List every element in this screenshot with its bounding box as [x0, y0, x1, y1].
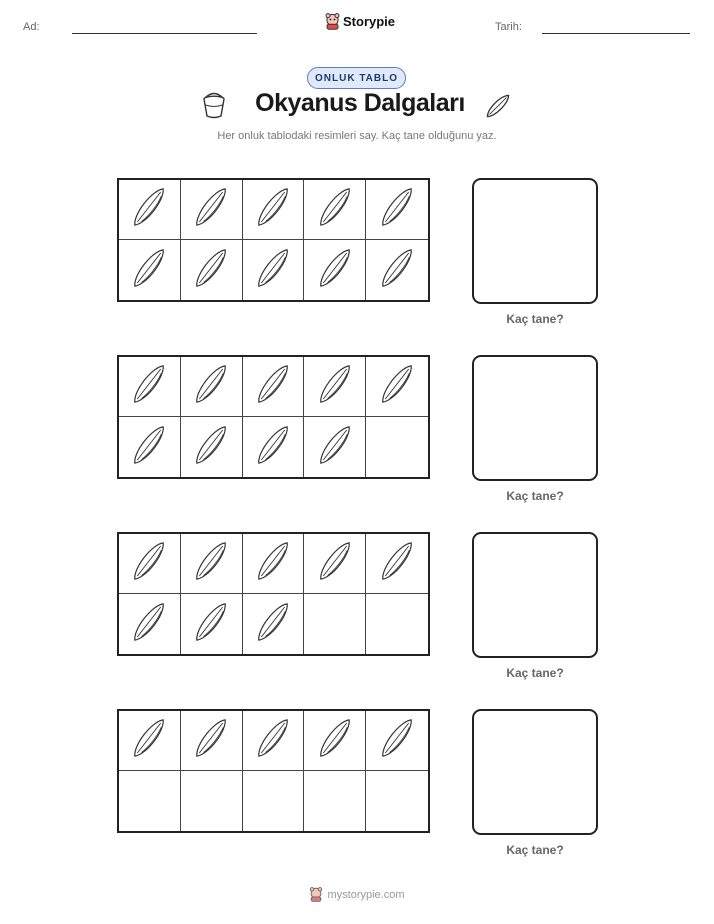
ten-frame-cell [243, 534, 305, 594]
surfboard-icon [376, 243, 418, 298]
surfboard-icon [376, 182, 418, 237]
page-title: Okyanus Dalgaları [255, 89, 465, 117]
bucket-icon [200, 92, 228, 120]
ten-frame-cell [304, 240, 366, 300]
footer-url[interactable]: mystorypie.com [327, 888, 405, 901]
surfboard-icon [376, 359, 418, 414]
ten-frame-cell [304, 771, 366, 831]
ten-frame-cell [366, 711, 428, 771]
answer-box[interactable] [472, 709, 598, 835]
ten-frame-cell [243, 180, 305, 240]
ten-frame-cell [119, 534, 181, 594]
ten-frame-cell [119, 240, 181, 300]
surfboard-icon [128, 536, 170, 591]
name-line[interactable] [72, 33, 257, 34]
answer-box[interactable] [472, 355, 598, 481]
date-line[interactable] [542, 33, 690, 34]
ten-frame-cell [243, 594, 305, 654]
ten-frame-cell [366, 594, 428, 654]
surfboard-icon [314, 713, 356, 768]
ten-frame-cell [366, 357, 428, 417]
surfboard-icon [252, 597, 294, 652]
answer-box[interactable] [472, 532, 598, 658]
ten-frame-cell [366, 180, 428, 240]
ten-frame-cell [119, 417, 181, 477]
ten-frame-cell [366, 240, 428, 300]
surfboard-icon [252, 713, 294, 768]
ten-frame-cell [119, 711, 181, 771]
surfboard-icon [190, 597, 232, 652]
surfboard-icon [252, 420, 294, 475]
surfboard-icon [482, 90, 514, 122]
name-label: Ad: [23, 21, 40, 33]
ten-frame [117, 709, 430, 833]
surfboard-icon [376, 536, 418, 591]
surfboard-icon [190, 359, 232, 414]
answer-box[interactable] [472, 178, 598, 304]
ten-frame-cell [304, 711, 366, 771]
ten-frame-cell [304, 534, 366, 594]
mascot-icon [309, 887, 323, 902]
surfboard-icon [128, 182, 170, 237]
surfboard-icon [314, 536, 356, 591]
ten-frame-cell [181, 180, 243, 240]
ten-frame-cell [119, 771, 181, 831]
ten-frame-cell [243, 357, 305, 417]
ten-frame-cell [181, 357, 243, 417]
ten-frame-cell [304, 417, 366, 477]
brand-name: Storypie [343, 14, 396, 29]
surfboard-icon [314, 182, 356, 237]
ten-frame-cell [366, 417, 428, 477]
ten-frame-cell [119, 357, 181, 417]
surfboard-icon [128, 420, 170, 475]
ten-frame-cell [181, 240, 243, 300]
ten-frame-cell [243, 417, 305, 477]
ten-frame [117, 355, 430, 479]
ten-frame-cell [243, 240, 305, 300]
surfboard-icon [128, 597, 170, 652]
surfboard-icon [376, 713, 418, 768]
brand-logo [325, 13, 395, 30]
mascot-icon [325, 13, 340, 30]
ten-frame-cell [243, 771, 305, 831]
surfboard-icon [128, 359, 170, 414]
ten-frame-cell [181, 534, 243, 594]
surfboard-icon [314, 359, 356, 414]
surfboard-icon [252, 359, 294, 414]
ten-frame-cell [366, 534, 428, 594]
surfboard-icon [252, 182, 294, 237]
surfboard-icon [190, 536, 232, 591]
ten-frame-cell [366, 771, 428, 831]
answer-prompt: Kaç tane? [506, 312, 564, 326]
ten-frame-cell [181, 771, 243, 831]
footer [0, 887, 714, 902]
ten-frame-cell [119, 180, 181, 240]
surfboard-icon [252, 243, 294, 298]
answer-prompt: Kaç tane? [506, 666, 564, 680]
ten-frame-cell [304, 357, 366, 417]
category-badge: ONLUK TABLO [307, 67, 406, 89]
surfboard-icon [190, 243, 232, 298]
surfboard-icon [128, 243, 170, 298]
ten-frame-cell [181, 711, 243, 771]
date-label: Tarih: [495, 21, 522, 33]
surfboard-icon [314, 243, 356, 298]
surfboard-icon [190, 420, 232, 475]
ten-frame-cell [119, 594, 181, 654]
ten-frame-cell [243, 711, 305, 771]
answer-prompt: Kaç tane? [506, 843, 564, 857]
ten-frame [117, 178, 430, 302]
ten-frame-cell [181, 594, 243, 654]
ten-frame-cell [304, 594, 366, 654]
surfboard-icon [252, 536, 294, 591]
surfboard-icon [314, 420, 356, 475]
ten-frame-cell [304, 180, 366, 240]
surfboard-icon [128, 713, 170, 768]
ten-frame [117, 532, 430, 656]
surfboard-icon [190, 182, 232, 237]
ten-frame-cell [181, 417, 243, 477]
instruction-text: Her onluk tablodaki resimleri say. Kaç tane olduğunu yaz. [217, 130, 497, 142]
answer-prompt: Kaç tane? [506, 489, 564, 503]
surfboard-icon [190, 713, 232, 768]
